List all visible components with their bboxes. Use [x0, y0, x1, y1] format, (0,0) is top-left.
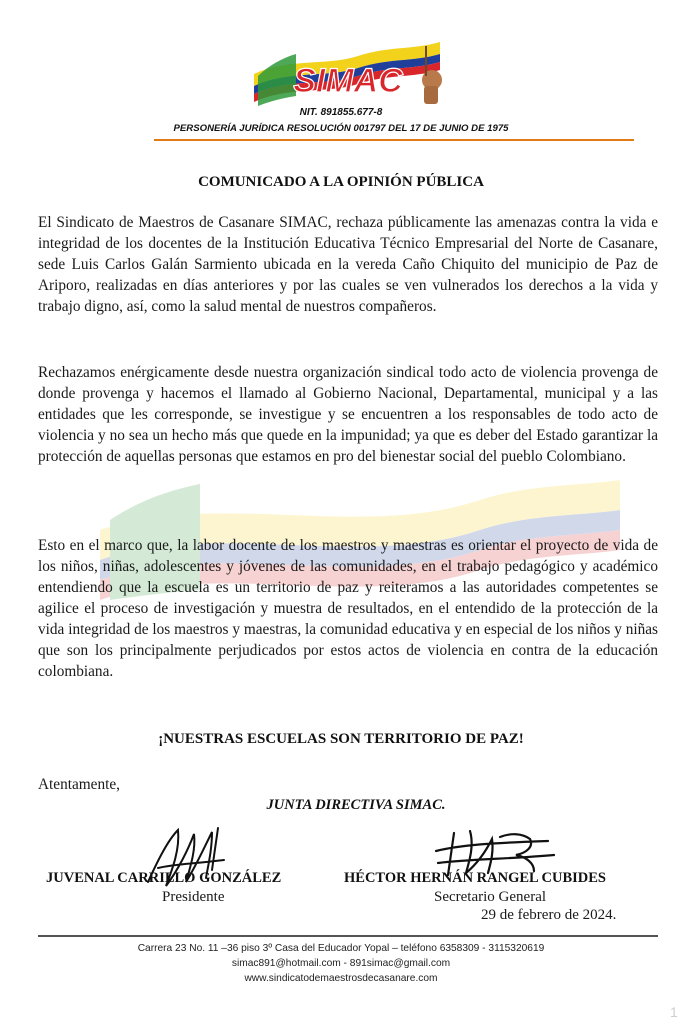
board-heading: JUNTA DIRECTIVA SIMAC. [266, 797, 446, 813]
secretary-name: HÉCTOR HERNÁN RANGEL CUBIDES [344, 870, 606, 886]
document-date: 29 de febrero de 2024. [481, 907, 617, 923]
president-name: JUVENAL CARRILLO GONZÁLEZ [46, 870, 282, 886]
page-number: 1 [670, 1004, 678, 1020]
paragraph-3: Esto en el marco que, la labor docente de los maestros y maestras es orientar el proyecto de vida de los niños, niñas, adolescentes y jóvenes de las comunidades, en el trabajo pedagógico y académico entendiendo que la escuela es un territorio de paz y reiteramos a las autoridades competentes se agilice el proceso de investigación y muestra de resultados, en el entendido de la protección de la vida integridad de los maestros y maestras, la comunidad educativa y en especial de los niños y niñas que son los principalmente perjudicados por estos actos de violencia en contra de la educación colombiana. [38, 537, 658, 680]
document-title: COMUNICADO A LA OPINIÓN PÚBLICA [198, 174, 484, 190]
logo-text: SIMAC [293, 62, 403, 100]
simac-logo [248, 36, 448, 112]
footer-divider [38, 935, 658, 937]
secretary-role: Secretario General [434, 889, 547, 905]
paragraph-2: Rechazamos enérgicamente desde nuestra organización sindical todo acto de violencia provenga de donde provenga y hacemos el llamado al Gobierno Nacional, Departamental, municipal y a las entidades que les corresponde, se investigue y se encuentren a los responsables de todo acto de violencia y no sea un hecho más que quede en la impunidad; ya que es deber del Estado garantizar la protección de aquellas personas que estamos en pro del bienestar social del pueblo Colombiano. [38, 364, 658, 465]
footer-emails: simac891@hotmail.com - 891simac@gmail.com [231, 958, 451, 969]
president-role: Presidente [162, 889, 225, 905]
header-divider [154, 139, 634, 141]
footer-website: www.sindicatodemaestrosdecasanare.com [244, 973, 438, 984]
paragraph-1: El Sindicato de Maestros de Casanare SIMAC, rechaza públicamente las amenazas contra la vida e integridad de los docentes de la Institución Educativa Técnico Empresarial del Norte de Casanare, sede Luis Carlos Galán Sarmiento ubicada en la vereda Caño Chiquito del municipio de Paz de Ariporo, realizadas en días anteriores y por las cuales se ven vulnerados los derechos a la vida y trabajo digno, así, como la salud mental de nuestros compañeros. [38, 214, 658, 315]
footer-address: Carrera 23 No. 11 –36 piso 3º Casa del Educador Yopal – teléfono 6358309 - 3115320619 [137, 943, 545, 954]
nit-number: NIT. 891855.677-8 [299, 107, 383, 118]
legal-resolution: PERSONERÍA JURÍDICA RESOLUCIÓN 001797 DEL 17 DE JUNIO DE 1975 [173, 123, 509, 134]
closing-salutation: Atentamente, [38, 776, 120, 793]
slogan: ¡NUESTRAS ESCUELAS SON TERRITORIO DE PAZ! [158, 731, 524, 747]
